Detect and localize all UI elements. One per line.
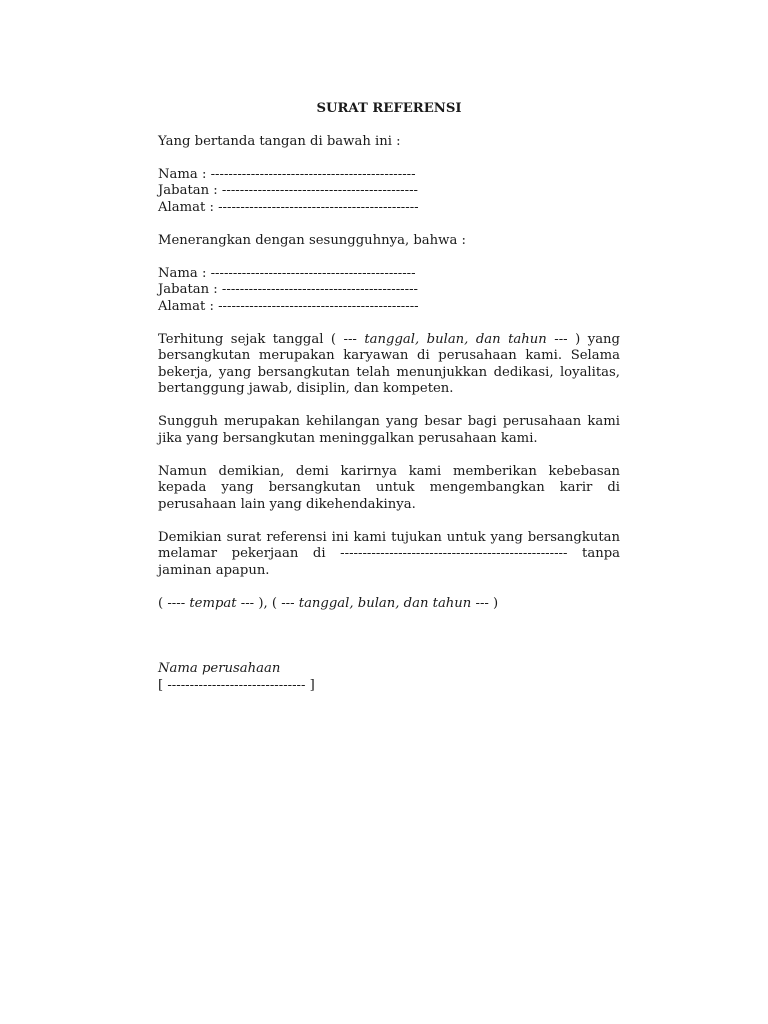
employee-position-field: Jabatan : --------------------------------------------	[158, 282, 418, 297]
place-date-line	[158, 596, 620, 613]
signature-line: [ ------------------------------- ]	[158, 677, 315, 693]
place-date-open: ( ----	[158, 595, 190, 611]
closing-paragraph-line-3: jaminan apapun.	[158, 562, 270, 578]
place-placeholder: tempat	[189, 595, 237, 611]
signature-spacer	[158, 612, 620, 661]
freedom-paragraph: Namun demikian, demi karirnya kami memberikan kebebasan kepada yang bersangkutan untuk mengembangkan karir di perusahaan lain yang dikehendakinya.	[158, 463, 620, 512]
employee-name-field: Nama : ----------------------------------------------	[158, 265, 416, 281]
spacer	[158, 513, 620, 530]
closing-paragraph-line-2: melamar pekerjaan di --------------------------------------------------- tanpa	[158, 546, 620, 561]
date-placeholder: tanggal, bulan, dan tahun	[364, 331, 547, 347]
place-date-middle: --- ), ( ---	[236, 595, 299, 611]
spacer	[158, 150, 620, 167]
signer-name-field: Nama : ----------------------------------------------	[158, 166, 416, 182]
closing-paragraph-line-1: Demikian surat referensi ini kami tujukan untuk yang bersangkutan	[158, 529, 620, 545]
spacer	[158, 315, 620, 332]
intro-text: Yang bertanda tangan di bawah ini :	[158, 133, 401, 149]
employment-paragraph	[158, 332, 620, 398]
place-date-close: --- )	[471, 595, 499, 611]
company-name-label	[158, 661, 620, 678]
signer-address-field: Alamat : ---------------------------------------------	[158, 199, 419, 215]
loss-paragraph: Sungguh merupakan kehilangan yang besar bagi perusahaan kami jika yang bersangkutan meninggalkan perusahaan kami.	[158, 414, 620, 446]
signer-position-field: Jabatan : --------------------------------------------	[158, 183, 418, 198]
employment-paragraph-end: --- ) yang bersangkutan merupakan karyawan di perusahaan kami. Selama bekerja, yang bersangkutan telah menunjukkan dedikasi, loyalitas, bertanggung jawab, disiplin, dan kompeten.	[158, 331, 620, 396]
date-placeholder: tanggal, bulan, dan tahun	[298, 595, 472, 611]
spacer	[158, 216, 620, 233]
spacer	[158, 447, 620, 464]
company-name-text: Nama perusahaan	[158, 661, 281, 676]
reference-letter	[158, 101, 620, 694]
employee-address-field: Alamat : ---------------------------------------------	[158, 298, 419, 314]
statement-text: Menerangkan dengan sesungguhnya, bahwa :	[158, 232, 466, 248]
spacer	[158, 398, 620, 415]
letter-title: SURAT REFERENSI	[316, 101, 462, 116]
employment-paragraph-start: Terhitung sejak tanggal ( ---	[158, 331, 365, 347]
spacer	[158, 249, 620, 266]
spacer	[158, 579, 620, 596]
